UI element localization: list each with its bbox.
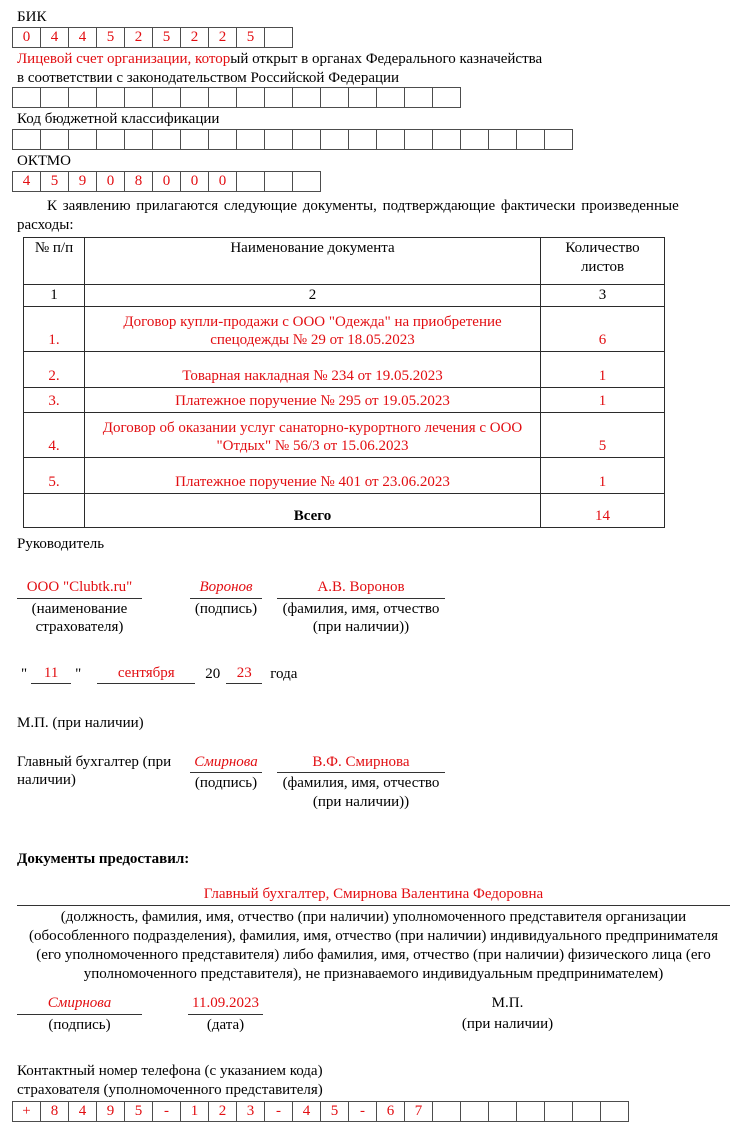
grid-cell-empty: [293, 87, 321, 108]
grid-cell-empty: [321, 129, 349, 150]
header-sheet-count: Количество листов: [541, 238, 665, 285]
header-doc-name: Наименование документа: [85, 238, 541, 285]
head-fullname-value: А.В. Воронов: [277, 578, 445, 599]
document-name: Договор купли-продажи с ООО "Одежда" на приобретение спецодежды № 29 от 18.05.2023: [85, 307, 541, 352]
head-role-label: Руководитель: [17, 536, 105, 552]
numbering-3: 3: [541, 285, 665, 307]
sheet-count: 6: [541, 307, 665, 352]
insurer-name-field: [17, 578, 142, 637]
close-quote: ": [75, 666, 82, 682]
grid-cell-empty: [69, 129, 97, 150]
grid-cell-filled: 8: [41, 1101, 69, 1122]
grid-cell-empty: [153, 129, 181, 150]
grid-cell-empty: [181, 129, 209, 150]
provided-signature-row: [17, 994, 730, 1035]
bik-label: БИК: [17, 9, 47, 25]
accountant-sign-field: [190, 753, 262, 794]
sheet-count: 1: [541, 388, 665, 413]
grid-cell-filled: -: [153, 1101, 181, 1122]
table-row: [24, 307, 665, 352]
table-row: [24, 388, 665, 413]
grid-cell-empty: [321, 87, 349, 108]
grid-cell-filled: 0: [97, 171, 125, 192]
accountant-fullname-caption: (фамилия, имя, отчество (при наличии)): [282, 775, 440, 810]
table-row: [24, 458, 665, 494]
grid-cell-filled: 3: [237, 1101, 265, 1122]
accountant-sign-caption: (подпись): [194, 775, 258, 792]
grid-cell-empty: [69, 87, 97, 108]
grid-cell-filled: 5: [237, 27, 265, 48]
document-name: Платежное поручение № 295 от 19.05.2023: [85, 388, 541, 413]
kbk-label: Код бюджетной классификации: [17, 111, 220, 128]
provided-date-value: 11.09.2023: [188, 994, 263, 1015]
grid-cell-filled: 0: [209, 171, 237, 192]
sheet-count: 1: [541, 458, 665, 494]
provided-date-field: [188, 994, 263, 1035]
personal-account-cell-row: [12, 87, 730, 108]
stamp-note: М.П. (при наличии): [17, 714, 144, 731]
kbk-cell-row: [12, 129, 730, 150]
grid-cell-filled: 2: [125, 27, 153, 48]
attachments-intro-line1: К заявлению прилагаются следующие документы, подтверждающие фактически произведенные: [47, 197, 679, 214]
grid-cell-filled: 4: [69, 1101, 97, 1122]
grid-cell-filled: -: [265, 1101, 293, 1122]
grid-cell-empty: [433, 87, 461, 108]
bik-cell-row: [12, 27, 730, 48]
provided-by-caption: (должность, фамилия, имя, отчество (при наличии) уполномоченного представителя организации (обособленного подразделения), фамилия, имя, отчество (при наличии) индивидуального предпринимателя (его уполномоченного представителя) либо фамилия, имя, отчество (при наличии) физического лица (его уполномоченного представителя), не признаваемого индивидуальным предпринимателем): [28, 909, 719, 982]
grid-cell-empty: [181, 87, 209, 108]
date-century: 20: [205, 666, 221, 682]
grid-cell-empty: [349, 87, 377, 108]
row-number: 5.: [24, 458, 85, 494]
grid-cell-empty: [405, 87, 433, 108]
phone-label-line2: страхователя (уполномоченного представителя): [17, 1081, 323, 1098]
grid-cell-empty: [97, 87, 125, 108]
grid-cell-empty: [12, 87, 41, 108]
grid-cell-filled: 5: [153, 27, 181, 48]
grid-cell-filled: 5: [41, 171, 69, 192]
grid-cell-filled: 2: [181, 27, 209, 48]
phone-cell-row: [12, 1101, 730, 1122]
grid-cell-filled: 4: [12, 171, 41, 192]
accountant-fullname-value: В.Ф. Смирнова: [277, 753, 445, 774]
head-sign-field: [190, 578, 262, 619]
attachments-intro-line2: расходы:: [17, 216, 74, 233]
grid-cell-empty: [517, 1101, 545, 1122]
grid-cell-empty: [265, 171, 293, 192]
accountant-sign-value: Смирнова: [190, 753, 262, 774]
head-sign-value: Воронов: [190, 578, 262, 599]
grid-cell-empty: [433, 129, 461, 150]
row-number: 2.: [24, 352, 85, 388]
table-numbering-row: [24, 285, 665, 307]
grid-cell-filled: 4: [293, 1101, 321, 1122]
row-number: 1.: [24, 307, 85, 352]
head-sign-caption: (подпись): [194, 600, 258, 617]
personal-account-hint-red: Лицевой счет организации, котор: [17, 50, 231, 67]
grid-cell-empty: [237, 129, 265, 150]
provided-date-caption: (дата): [206, 1017, 245, 1033]
grid-cell-filled: 1: [181, 1101, 209, 1122]
date-day-value: 11: [31, 664, 71, 684]
provided-sign-caption: (подпись): [48, 1017, 111, 1033]
table-total-row: [24, 494, 665, 528]
phone-label-line1: Контактный номер телефона (с указанием кода): [17, 1062, 323, 1079]
document-name: Договор об оказании услуг санаторно-курортного лечения с ООО "Отдых" № 56/3 от 15.06.2023: [85, 413, 541, 458]
provided-sign-value: Смирнова: [17, 994, 142, 1015]
grid-cell-empty: [293, 171, 321, 192]
documents-table: [23, 237, 665, 528]
grid-cell-empty: [545, 1101, 573, 1122]
head-signature-block: [17, 578, 730, 637]
provided-stamp-field: [430, 994, 585, 1034]
grid-cell-empty: [41, 129, 69, 150]
accountant-fullname-field: [277, 753, 445, 812]
attachments-intro: [17, 197, 730, 235]
grid-cell-filled: -: [349, 1101, 377, 1122]
grid-cell-filled: 5: [97, 27, 125, 48]
grid-cell-empty: [265, 87, 293, 108]
grid-cell-empty: [209, 129, 237, 150]
grid-cell-filled: 2: [209, 27, 237, 48]
oktmo-label: ОКТМО: [17, 153, 71, 169]
grid-cell-empty: [209, 87, 237, 108]
phone-label: [17, 1062, 730, 1100]
open-quote: ": [21, 666, 28, 682]
document-name: Товарная накладная № 234 от 19.05.2023: [85, 352, 541, 388]
head-fullname-field: [277, 578, 445, 637]
grid-cell-empty: [377, 129, 405, 150]
grid-cell-empty: [349, 129, 377, 150]
header-num: № п/п: [24, 238, 85, 285]
grid-cell-filled: 5: [125, 1101, 153, 1122]
grid-cell-empty: [97, 129, 125, 150]
grid-cell-empty: [545, 129, 573, 150]
grid-cell-empty: [433, 1101, 461, 1122]
sheet-count: 5: [541, 413, 665, 458]
documents-provided-title: Документы предоставил:: [17, 850, 190, 867]
grid-cell-empty: [237, 87, 265, 108]
grid-cell-empty: [125, 129, 153, 150]
grid-cell-empty: [293, 129, 321, 150]
accountant-signature-block: [17, 753, 730, 812]
grid-cell-filled: +: [12, 1101, 41, 1122]
grid-cell-filled: 0: [12, 27, 41, 48]
grid-cell-empty: [125, 87, 153, 108]
grid-cell-empty: [405, 129, 433, 150]
date-year-value: 23: [226, 664, 262, 684]
total-label: Всего: [85, 494, 541, 528]
oktmo-cell-row: [12, 171, 730, 192]
grid-cell-filled: 4: [41, 27, 69, 48]
date-suffix: года: [270, 666, 298, 682]
table-row: [24, 352, 665, 388]
table-header-row: [24, 238, 665, 285]
grid-cell-filled: 0: [153, 171, 181, 192]
provided-stamp-value: М.П.: [491, 995, 524, 1012]
row-number: 3.: [24, 388, 85, 413]
grid-cell-filled: 0: [181, 171, 209, 192]
grid-cell-empty: [265, 129, 293, 150]
date-month-value: сентября: [97, 664, 195, 684]
provided-by-value: Главный бухгалтер, Смирнова Валентина Федоровна: [17, 885, 730, 907]
insurer-name-caption: (наименование страхователя): [31, 600, 128, 636]
numbering-2: 2: [85, 285, 541, 307]
numbering-1: 1: [24, 285, 85, 307]
personal-account-hint-line2: в соответствии с законодательством Российской Федерации: [17, 69, 400, 86]
grid-cell-filled: 5: [321, 1101, 349, 1122]
provided-sign-field: [17, 994, 142, 1035]
grid-cell-filled: 9: [97, 1101, 125, 1122]
grid-cell-empty: [489, 129, 517, 150]
grid-cell-empty: [489, 1101, 517, 1122]
grid-cell-empty: [41, 87, 69, 108]
grid-cell-empty: [12, 129, 41, 150]
grid-cell-empty: [237, 171, 265, 192]
grid-cell-empty: [517, 129, 545, 150]
accountant-role-label: Главный бухгалтер (при наличии): [17, 753, 172, 789]
grid-cell-empty: [265, 27, 293, 48]
insurer-name-value: ООО "Clubtk.ru": [17, 578, 142, 599]
row-number: 4.: [24, 413, 85, 458]
grid-cell-empty: [461, 129, 489, 150]
grid-cell-empty: [153, 87, 181, 108]
table-row: [24, 413, 665, 458]
grid-cell-filled: 4: [69, 27, 97, 48]
personal-account-hint: [17, 50, 730, 88]
total-num-empty: [24, 494, 85, 528]
grid-cell-filled: 2: [209, 1101, 237, 1122]
grid-cell-filled: 7: [405, 1101, 433, 1122]
grid-cell-empty: [461, 1101, 489, 1122]
provided-stamp-caption: (при наличии): [461, 1016, 554, 1032]
grid-cell-filled: 8: [125, 171, 153, 192]
date-line: [17, 664, 730, 684]
grid-cell-empty: [601, 1101, 629, 1122]
grid-cell-empty: [377, 87, 405, 108]
sheet-count: 1: [541, 352, 665, 388]
head-fullname-caption: (фамилия, имя, отчество (при наличии)): [282, 600, 440, 636]
grid-cell-filled: 9: [69, 171, 97, 192]
total-value: 14: [541, 494, 665, 528]
grid-cell-filled: 6: [377, 1101, 405, 1122]
grid-cell-empty: [573, 1101, 601, 1122]
document-name: Платежное поручение № 401 от 23.06.2023: [85, 458, 541, 494]
personal-account-hint-black: ый открыт в органах Федерального казначейства: [230, 50, 543, 67]
